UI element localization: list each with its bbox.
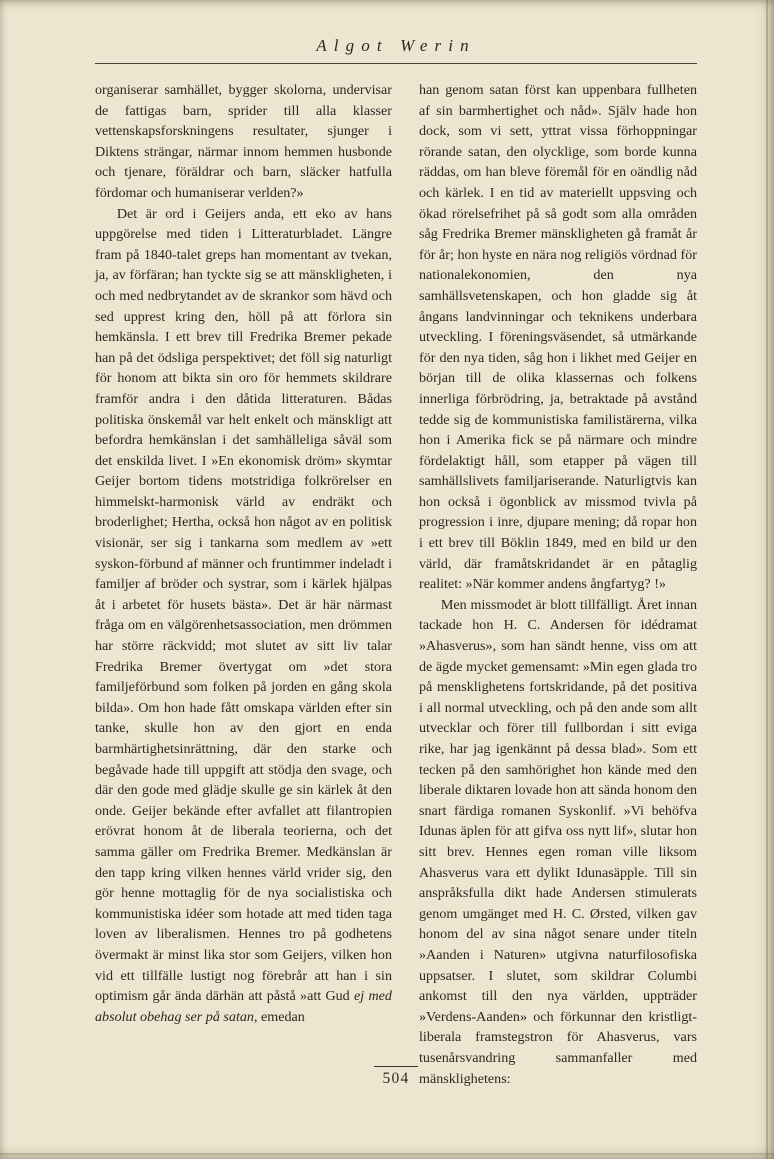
running-head: Algot Werin — [316, 36, 476, 55]
paragraph — [95, 204, 392, 1028]
italic-text-segment: ej med absolut obehag ser på satan — [95, 988, 392, 1025]
text-segment: han genom satan först kan uppenbara fullheten af sin barmhertighet och nåd». Själv hade hon dock, som vi sett, yttrat vissa förhoppningar rörande satan, den olycklige, som borde kunna räddas, om han bleve föremål för en oändlig nåd och kärlek. I en tid av materiellt uppsving och ökad rörelsefrihet på så godt som alla områden såg Fredrika Bremer mänskligheten gå framåt år för år; hon hyste en nära nog religiös vördnad för nationalekonomien, den nya samhällsvetenskapen, och hon gladde sig åt ångans landvinningar och teknikens underbara utveckling. I föreningsväsendet, så utmärkande för den nya tiden, såg hon i likhet med Geijer en början till de olika klassernas och folkens innerliga förbrödring, ja, betraktade på avstånd tedde sig de kommunistiska familistärerna, vilka hon i Amerika fick se på närmare och mindre fördelaktigt håll, som etapper på vägen till samhällslivets familjariserande. Naturligtvis kan hon också i ögonblick av missmod tvivla på progression i inre, djupare mening; då ropar hon i ett brev till Böklin 1849, med en bild ur den värld, där framåtskridandet är en påtaglig realitet: »När kommer andens ångfartyg? !» — [419, 82, 697, 593]
page-number: 504 — [382, 1070, 410, 1087]
text-segment: Det är ord i Geijers anda, ett eko av hans uppgörelse med tiden i Litteraturbladet. Längre fram på 1840-talet greps han momentant av tvekan, ja, av förfäran; han tyckte sig se att mänskligheten, i och med nedbrytandet av de skrankor som hävd och sed upprest kring den, höll på att förlora sin hemkänsla. I ett brev till Fredrika Bremer pekade han på det ödsliga perspektivet; det föll sig naturligt för honom att bikta sin oro för hemmets skildrare framför andra i den dåtida litteraturen. Bådas politiska önskemål var helt enkelt och mänskligt att befordra hemkänslan i det samhälleliga såväl som det enskilda livet. I »En ekonomisk dröm» skymtar Geijer bortom tidens motstridiga folkrörelser en himmelskt-harmonisk värld av endräkt och broderlighet; Hertha, också hon något av en politisk visionär, ser sig i tankarna som medlem av »ett syskon-förbund af männer och fruntimmer indeladt i familjer af bröder och systrar, som i kärlek hjälpas åt i arbetet för husets bästa». Det är här närmast fråga om en välgörenhetsassociation, men drömmen har större räckvidd; mot slutet av sitt liv talar Fredrika Bremer övertygat om »det stora familjeförbund som folken på jorden en gång skola bilda». Om hon hade fått omskapa världen efter sin tanke, skulle hon av den gjort en enda barmhärtighetsinrättning, där den starke och begåvade hade till uppgift att stödja den svage, och där den gode med glädje skulle ge sin kärlek åt den onde. Geijer bekände efter avfallet att filantropien erövrat honom åt de liberala teorierna, och det samma gäller om Fredrika Bremer. Medkänslan är den tapp kring vilken hennes värld vrider sig, den gör henne mottaglig för de nya socialistiska och kommunistiska idéer som hotade att med tiden taga loven av liberalismen. Hennes tro på godhetens övermakt är minst lika stor som Geijers, vilken hon vid ett tillfälle lustigt nog förebrår att han i sin optimism går ända därhän att påstå »att Gud — [95, 205, 392, 1005]
text-segment: Men missmodet är blott tillfälligt. Året innan tackade hon H. C. Andersen för idédramat »Ahasverus», som han sändt henne, viss om att de ägde mycket gemensamt: »Min egen glada tro på mensklighetens fortskridande, på det positiva i all normal utveckling, och på den ande som allt utvecklar och förer till fullbordan i sitt eviga rike, har jag igenkännt på dessa blad». Som ett tecken på den samhörighet hon kände med den liberale diktaren lovade hon att sända honom den snart färdiga romanen Syskonlif. »Vi behöfva Idunas äplen för att gifva oss nytt lif», slutar hon sitt brev. Hennes egen roman ville liksom Ahasverus vara ett dylikt Idunasäpple. Till sin anspråksfulla dikt hade Andersen stimulerats genom umgänget med H. C. Ørsted, vilken gav honom del av sina något senare under titeln »Aanden i Naturen» utgivna naturfilosofiska uppsatser. I slutet, som skildrar Columbi ankomst till den nya världen, uppträder »Verdens-Aanden» och förkunnar den kristligt-liberala framstegstron för Ahasverus, vars tusenårsvandring sammanfaller med mänsklighetens: — [419, 596, 697, 1087]
text-segment: , emedan — [253, 1008, 305, 1025]
left-text-column — [95, 80, 392, 1089]
paragraph — [419, 80, 697, 595]
text-columns — [95, 80, 697, 1089]
footer-rule — [374, 1066, 418, 1067]
page-edge-shadow-bottom — [0, 1153, 774, 1155]
right-text-column — [419, 80, 697, 1089]
paragraph — [95, 80, 392, 204]
paragraph — [419, 595, 697, 1089]
page-footer — [95, 1066, 697, 1088]
header-rule — [95, 63, 697, 64]
text-segment: organiserar samhället, bygger skolorna, undervisar de fattigas barn, sprider till alla klasser vettenskapsforskningens resultater, sjunger i Diktens strängar, närmar innom hemmen husbonde och tjenare, föräldrar och barn, släcker hatfulla fördomar och humaniserar verlden?» — [95, 82, 392, 201]
page-content — [95, 36, 697, 1089]
page-edge-shadow-right — [766, 0, 768, 1159]
